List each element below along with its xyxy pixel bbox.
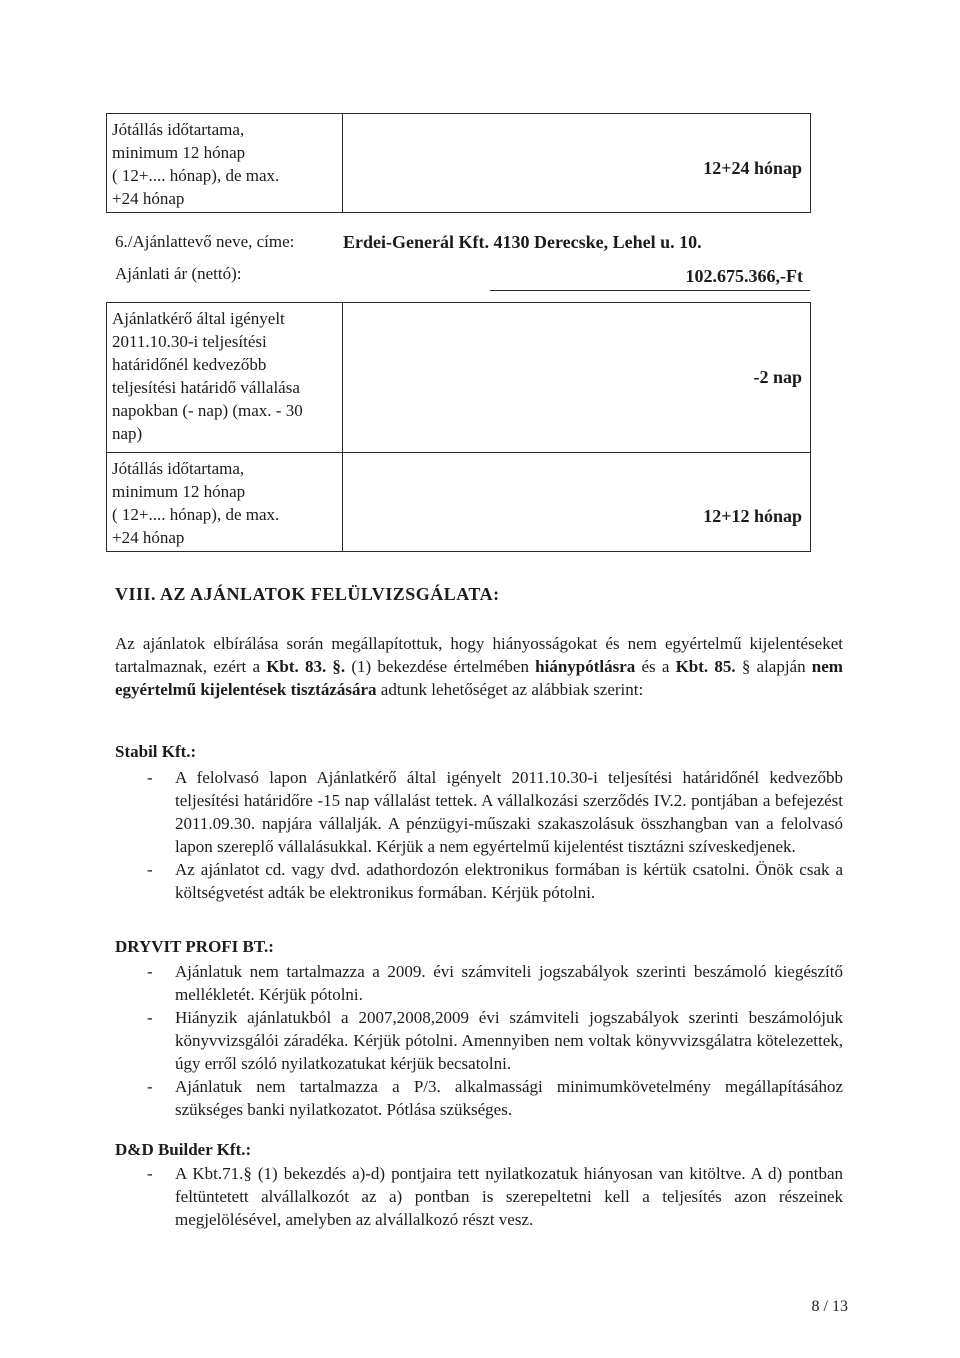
- guarantee-row: [107, 453, 811, 552]
- offer-name-label: 6./Ajánlattevő neve, címe:: [115, 232, 295, 251]
- finding-item: - A felolvasó lapon Ajánlatkérő által igényelt 2011.10.30-i teljesítési határidőnél kedvezőbb teljesítési határidőre -15 nap vállalást tettek. A vállalkozási szerződés IV.2. pontjában a befejezést 2011.09.30. napjára vállalják. A pénzügyi-műszaki szakaszolásuk összhangban van a felolvasó lapon szereplő vállalásukkal. Kérjük a nem egyértelmű kijelentést tisztázni szíveskedjenek.: [175, 766, 843, 858]
- section-intro: Az ajánlatok elbírálása során megállapítottuk, hogy hiányosságokat és nem egyértelmű kijelentéseket tartalmaznak, ezért a Kbt. 83. §. (1) bekezdése értelmében hiánypótlásra és a Kbt. 85. § alapján nem egyértelmű kijelentések tisztázására adtunk lehetőséget az alábbiak szerint:: [115, 634, 843, 699]
- offer-price-row: [115, 264, 803, 284]
- company-name: D&D Builder Kft.:: [115, 1140, 252, 1159]
- guarantee-row: [107, 114, 811, 213]
- deadline-label: Ajánlatkérő által igényelt 2011.10.30-i teljesítési határidőnél kedvezőbb teljesítési határidő vállalása napokban (- nap) (max. - 30 nap): [107, 303, 343, 453]
- offer-criteria-table: [106, 302, 811, 552]
- company-name: Stabil Kft.:: [115, 742, 197, 761]
- finding-item: - Ajánlatuk nem tartalmazza a P/3. alkalmassági minimumkövetelmény megállapításához szükséges banki nyilatkozatot. Pótlása szükséges.: [175, 1075, 843, 1121]
- guarantee-value: 12+12 hónap: [343, 453, 811, 552]
- finding-item: - Hiányzik ajánlatukból a 2007,2008,2009 évi számviteli jogszabályok szerinti beszámolójuk könyvvizsgálói záradéka. Kérjük pótolni. Amennyiben nem voltak könyvvizsgálatra kötelezettek, úgy erről szóló nyilatkozatukat kérjük becsatolni.: [175, 1006, 843, 1075]
- finding-item: - A Kbt.71.§ (1) bekezdés a)-d) pontjaira tett nyilatkozatuk hiányosan van kitöltve. A d) pontban feltüntetett alvállalkozót az a) pontban is szerepeltetni kell a teljesítés azon részeinek megjelölésével, amelyben az alvállalkozó részt vesz.: [175, 1162, 843, 1231]
- guarantee-table-top: [106, 113, 811, 213]
- offer-name-value: Erdei-Generál Kft. 4130 Derecske, Lehel u. 10.: [343, 232, 702, 252]
- page-number: 8 / 13: [811, 1298, 848, 1315]
- deadline-row: [107, 303, 811, 453]
- finding-item: - Ajánlatuk nem tartalmazza a 2009. évi számviteli jogszabályok szerinti beszámoló kiegészítő mellékletét. Kérjük pótolni.: [175, 960, 843, 1006]
- deadline-value: -2 nap: [343, 303, 811, 453]
- company-findings: [145, 960, 843, 1121]
- company-findings: [145, 766, 843, 904]
- price-underline: [490, 290, 810, 291]
- offer-price-label: Ajánlati ár (nettó):: [115, 264, 242, 283]
- section-heading: VIII. AZ AJÁNLATOK FELÜLVIZSGÁLATA:: [115, 584, 500, 604]
- guarantee-label: Jótállás időtartama, minimum 12 hónap ( 12+.... hónap), de max. +24 hónap: [107, 453, 343, 552]
- guarantee-value: 12+24 hónap: [343, 114, 811, 213]
- finding-item: - Az ajánlatot cd. vagy dvd. adathordozón elektronikus formában is kértük csatolni. Önök csak a költségvetést adták be elektronikus formában. Kérjük pótolni.: [175, 858, 843, 904]
- company-findings: [145, 1162, 843, 1231]
- offer-price-value: 102.675.366,-Ft: [685, 266, 803, 286]
- company-name: DRYVIT PROFI BT.:: [115, 937, 274, 956]
- guarantee-label: Jótállás időtartama, minimum 12 hónap ( 12+.... hónap), de max. +24 hónap: [107, 114, 343, 213]
- offer-name-row: [115, 232, 835, 252]
